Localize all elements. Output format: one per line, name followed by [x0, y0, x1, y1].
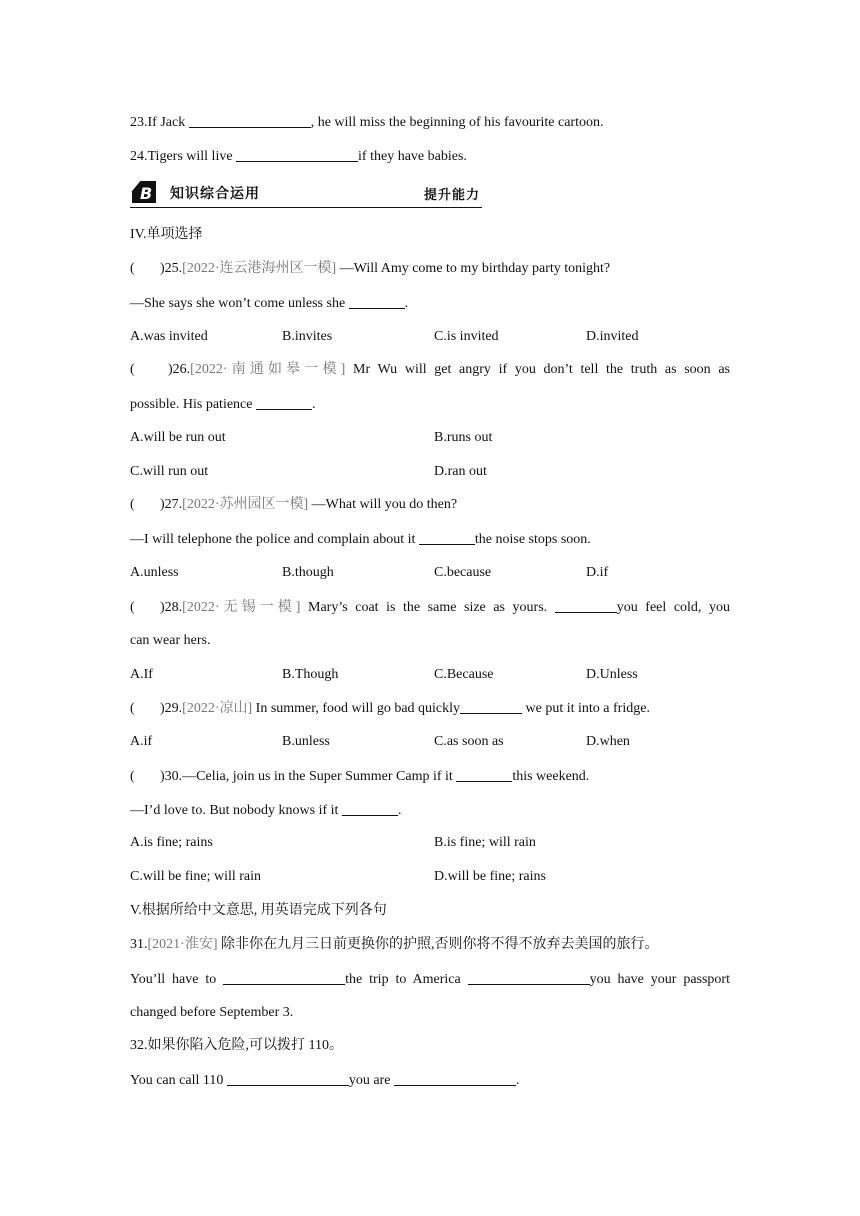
q27-stem: —What will you do then? — [308, 497, 458, 512]
q29-stem-end: we put it into a fridge. — [522, 701, 650, 716]
q25-number: )25. — [160, 261, 183, 276]
q26-line2-end: . — [311, 397, 316, 412]
q28-number: )28. — [160, 600, 183, 615]
q29-option-d[interactable]: D.when — [586, 734, 630, 749]
q31-chinese: 除非你在九月三日前更换你的护照,否则你将不得不放弃去美国的旅行。 — [217, 937, 659, 952]
q24-text-after: if they have babies. — [358, 149, 467, 164]
q31-en-part3: you have your passport — [589, 972, 730, 987]
question-26 — [130, 361, 730, 379]
q29-option-a[interactable]: A.if — [130, 734, 153, 749]
answer-blank[interactable] — [256, 395, 312, 410]
answer-blank[interactable] — [460, 699, 522, 714]
q26-option-b[interactable]: B.runs out — [434, 430, 493, 445]
q26-number: )26. — [168, 362, 191, 377]
q31-number: 31. — [130, 937, 148, 952]
q29-option-c[interactable]: C.as soon as — [434, 734, 504, 749]
answer-blank[interactable] — [236, 147, 358, 162]
banner-title: 知识综合运用 — [170, 186, 260, 202]
svg-text:B: B — [140, 184, 153, 203]
q30-option-c[interactable]: C.will be fine; will rain — [130, 869, 262, 884]
q32-en-part1: You can call 110 — [130, 1073, 227, 1088]
question-30 — [130, 767, 730, 786]
answer-blank[interactable] — [189, 113, 311, 128]
q26-stem: Mr Wu will get angry if you don’t tell the truth as soon as — [345, 362, 730, 377]
q27-option-c[interactable]: C.because — [434, 565, 492, 580]
q27-option-b[interactable]: B.though — [282, 565, 334, 580]
q32-en-part2: you are — [348, 1073, 394, 1088]
question-27-line2 — [130, 530, 730, 549]
q30-line2-text: —I’d love to. But nobody knows if it — [130, 803, 342, 818]
q27-line2-end: the noise stops soon. — [474, 532, 591, 547]
q32-en-part3: . — [515, 1073, 520, 1088]
q30-option-d[interactable]: D.will be fine; rains — [434, 869, 546, 884]
question-28 — [130, 598, 730, 617]
answer-bracket[interactable]: ( — [130, 769, 135, 784]
question-26-line2 — [130, 395, 730, 414]
q25-option-c[interactable]: C.is invited — [434, 329, 499, 344]
answer-blank[interactable] — [394, 1071, 516, 1086]
q25-option-a[interactable]: A.was invited — [130, 329, 208, 344]
answer-blank[interactable] — [349, 294, 405, 309]
question-24 — [130, 147, 730, 166]
q29-source: [2022·凉山] — [182, 701, 253, 716]
q25-line2-end: . — [404, 296, 409, 311]
question-31-english-line2: changed before September 3. — [130, 1005, 294, 1020]
q26-option-c[interactable]: C.will run out — [130, 464, 209, 479]
answer-blank[interactable] — [227, 1071, 349, 1086]
q28-source: [2022·无锡一模] — [182, 600, 301, 615]
answer-bracket[interactable]: ( — [130, 497, 135, 512]
q30-option-b[interactable]: B.is fine; will rain — [434, 835, 536, 850]
q27-option-a[interactable]: A.unless — [130, 565, 179, 580]
q28-stem-end: you feel cold, you — [616, 600, 730, 615]
banner-divider — [130, 207, 482, 208]
q25-option-d[interactable]: D.invited — [586, 329, 639, 344]
q28-stem: Mary’s coat is the same size as yours. — [300, 600, 555, 615]
q28-option-c[interactable]: C.Because — [434, 667, 494, 682]
q26-source: [2022·南通如皋一模] — [190, 362, 346, 377]
answer-bracket[interactable]: ( — [130, 701, 135, 716]
question-29 — [130, 699, 730, 718]
question-32-english — [130, 1071, 730, 1090]
q29-stem: In summer, food will go bad quickly — [252, 701, 461, 716]
question-28-line2: can wear hers. — [130, 633, 211, 648]
question-25-line2 — [130, 294, 730, 313]
q30-number: )30. — [160, 769, 183, 784]
q31-en-part2: the trip to America — [345, 972, 468, 987]
answer-blank[interactable] — [419, 530, 475, 545]
section-banner — [130, 178, 482, 208]
q29-number: )29. — [160, 701, 183, 716]
q25-option-b[interactable]: B.invites — [282, 329, 333, 344]
q25-stem: —Will Amy come to my birthday party tonight? — [336, 261, 611, 276]
q30-option-a[interactable]: A.is fine; rains — [130, 835, 213, 850]
question-32: 32.如果你陷入危险,可以拨打 110。 — [130, 1038, 343, 1053]
q28-option-b[interactable]: B.Though — [282, 667, 339, 682]
answer-blank[interactable] — [468, 970, 590, 985]
banner-subtitle: 提升能力 — [423, 188, 480, 203]
answer-bracket[interactable]: ( — [130, 261, 135, 276]
q28-option-d[interactable]: D.Unless — [586, 667, 638, 682]
q25-line2-text: —She says she won’t come unless she — [130, 296, 349, 311]
question-25 — [130, 260, 730, 278]
answer-blank[interactable] — [555, 598, 617, 613]
section-v-heading: V.根据所给中文意思, 用英语完成下列各句 — [130, 903, 387, 918]
section-iv-heading: IV.单项选择 — [130, 227, 203, 242]
q27-number: )27. — [160, 497, 183, 512]
q23-text-after: , he will miss the beginning of his favourite cartoon. — [310, 115, 604, 130]
q28-option-a[interactable]: A.If — [130, 667, 153, 682]
question-23 — [130, 113, 730, 132]
q24-text-before: 24.Tigers will live — [130, 149, 237, 164]
section-b-badge-icon — [131, 180, 157, 204]
answer-blank[interactable] — [456, 767, 512, 782]
question-27 — [130, 496, 730, 514]
q29-option-b[interactable]: B.unless — [282, 734, 330, 749]
question-30-line2 — [130, 801, 730, 820]
q26-option-a[interactable]: A.will be run out — [130, 430, 226, 445]
answer-blank[interactable] — [223, 970, 345, 985]
q26-option-d[interactable]: D.ran out — [434, 464, 487, 479]
q30-stem: —Celia, join us in the Super Summer Camp if it — [182, 769, 457, 784]
q31-source: [2021·淮安] — [147, 937, 218, 952]
q30-stem-end: this weekend. — [512, 769, 590, 784]
q27-line2-text: —I will telephone the police and complain about it — [130, 532, 419, 547]
q30-line2-end: . — [397, 803, 402, 818]
q23-text-before: 23.If Jack — [130, 115, 189, 130]
q26-line2-text: possible. His patience — [130, 397, 256, 412]
question-31-english — [130, 970, 730, 989]
question-31 — [130, 936, 730, 954]
answer-blank[interactable] — [342, 801, 398, 816]
q27-option-d[interactable]: D.if — [586, 565, 609, 580]
answer-bracket[interactable]: ( — [130, 362, 135, 377]
q31-en-part1: You’ll have to — [130, 972, 224, 987]
answer-bracket[interactable]: ( — [130, 600, 135, 615]
q27-source: [2022·苏州园区一模] — [182, 497, 309, 512]
q25-source: [2022·连云港海州区一模] — [182, 261, 337, 276]
